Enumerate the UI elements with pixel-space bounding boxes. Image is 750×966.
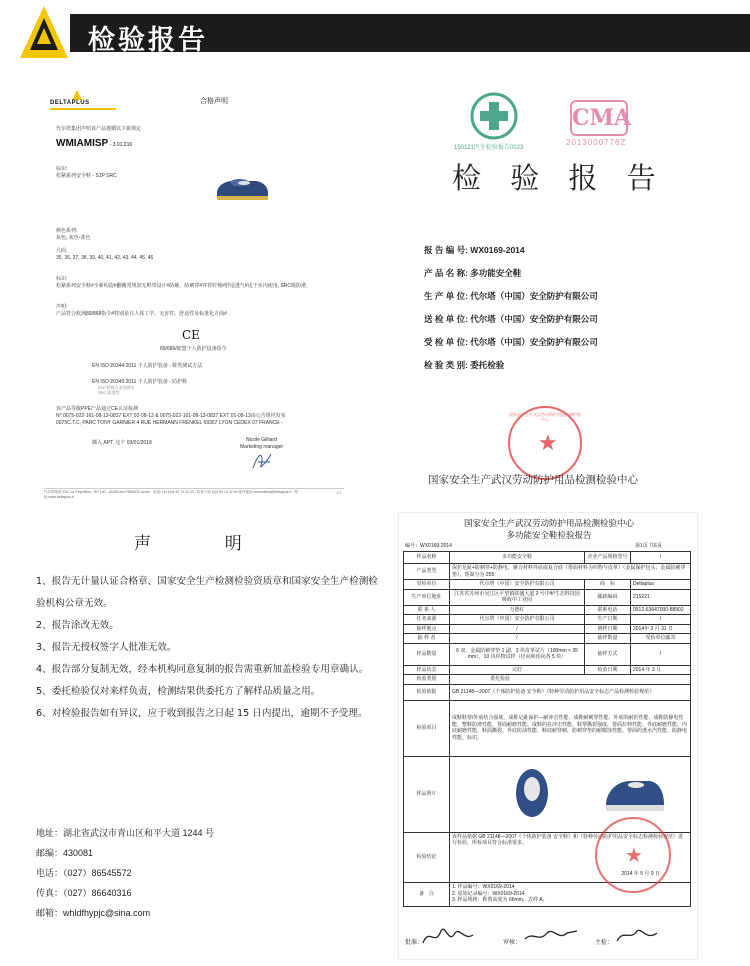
label-value: 松紧系列安全鞋 - S1P SRC (56, 173, 117, 179)
notice-fax: 传真：（027）86640316 (36, 888, 132, 898)
note-line: 3. 样品规格：鞋帮高度为 66mm，式样 A。 (452, 897, 548, 904)
footer-divider (44, 488, 344, 489)
cma-number: 2013000776Z (566, 138, 627, 147)
ce-mark: CE (182, 328, 200, 342)
standard-2-sub1: S1P 特殊点类别要求 (98, 385, 135, 390)
green-seal-text: 150121医生检验报告0023 (454, 145, 524, 151)
notice-item: 4、报告部分复制无效，经本机构同意复制的报告需重新加盖检验专用章确认。 (36, 664, 369, 675)
report-red-stamp (595, 817, 671, 893)
triangle-icon (72, 90, 82, 100)
banner-title: 检验报告 (88, 25, 208, 56)
compliance-title: 声明: (56, 304, 68, 310)
cert-line-1: 该产品等级PPE产品通过CE认证检测 (56, 406, 138, 412)
conclusion-date: 2014 年 5 月 9 日 (621, 871, 660, 877)
approve-label: 批准： (405, 940, 424, 946)
compliance-value: 产品符合欧洲89/868指令#特别是在人体工学、无害性、舒适性及标准化方面# (56, 311, 227, 317)
report-cover (398, 76, 728, 496)
declaration-heading: 合格声明 (200, 98, 228, 105)
signature-check (613, 923, 663, 949)
notice-contact (36, 823, 214, 923)
cma-mark: CMA (570, 100, 628, 136)
notice-item: 6、对检验报告如有异议，应于收到报告之日起 15 日内提出，逾期不予受理。 (36, 708, 368, 719)
declaration-page: 1/1 (336, 490, 342, 495)
model-name: WMIAMISP - 3.01.216 (56, 138, 133, 149)
color-title: 颜色系列: (56, 228, 78, 234)
inspection-report-page (398, 512, 698, 960)
shoe-photo-top (502, 765, 562, 821)
label-title: 标识: (56, 166, 68, 172)
star-icon: ★ (538, 430, 558, 455)
place-date: 插入 APT, 这个 03/01/2018 (92, 440, 152, 446)
size-title: 尺码: (56, 248, 68, 254)
report-table: 样品名称 多功能安全鞋 企业产品规格型号 / 产品类型 保护足趾+防刺穿+防静电、聚合材料外底或复合底（帮面材料为织物与皮革）（金属保护包头；金属防刺穿垫），帮面分为 255 受检单位 代尔塔（中国）安全防护有限公司 商 标 Deltaplus 生产单位地址 江苏省苏州市吴江区平望镇联盛大道 2 号中鲈生态科技园吸收中工业园 邮政编码 215221 联 系 人 万德红 联系电话 0512-63647000-88902 任务来源 代尔塔（中国）安全防护有限公司 生产日期 / 抽样地点 / 到样日期 2014年 3 月 31 日 抽 样 者 / 抽样数量 受检单位邮寄 样品数量 6 双、金属防刺穿垫 1 副、3 块皮革试片（100mm × 35 mm）、10 块织物试样（径向和纬向各 5 块） 抽样方式 / 样品状态 完好 检验日期 2014 年 3 月 检验类别 委托检验 检验依据 GB 21148—2007《个体防护装备 安全鞋》《特种劳动防护用品安全标志产品检测检验规范》 检验项目 成鞋鞋帮/外底结合强度、成鞋足趾保护—耐冲击性能、成鞋耐刺穿性能、外底的耐折性能、成鞋防静电性能、整鞋防滑性能、帮面耐磨性能、成鞋的抗冲击性能、鞋帮撕裂强度、帮面拉伸性能、外底耐磨性能、内底耐磨性能、鞋面撕裂、外底防油性能、鞋底耐穿刺、防刺穿垫的耐腐蚀性能、帮面的透水汽性能、防静电性能、标识。 样品照片 检验结论 该样品依据 GB 21148—2007《个体防护装备 安全鞋》和《特种劳动防护用品安全标志检测检验规范》进行检验，所检项目符合标准要求。 2014 年 5 月 9 日 备 注 1. 样品编号：WX0169-2014 2. 原始记录编号：WX0169-2014 3. 样品规格：鞋帮高度为 66mm，式样 A。 (403, 551, 691, 907)
size-value: 35, 36, 37, 38, 39, 40, 41, 42, 43, 44, 45, 46 (56, 255, 154, 261)
report-page: 第1页 共6页 (635, 543, 662, 549)
report-number: 编号：WX0169-2014 (405, 543, 452, 549)
report-title-1: 国家安全生产武汉劳动防护用品检测检验中心 (463, 518, 634, 528)
note-line: 2. 原始记录编号：WX0169-2014 (452, 890, 525, 897)
cover-field-product: 产 品 名 称: 多功能安全鞋 (424, 268, 522, 278)
declaration-document (36, 76, 352, 506)
cover-fields (424, 244, 724, 382)
declaration-footer: 代尔塔集团 ZAC La Peyrolière - BP 140 - 84405 Apt FRANCE cedex - 电话:+33 (0)4 90 74 20 33 - 传真:+33 (0)4 90 74 32 59 邮件地址:information@deltaplus.fr - 网址:www.deltaplus.fr (44, 490, 299, 499)
header-banner (0, 0, 750, 65)
standard-2: EN ISO 20345:2011 个人防护装备 - 防护鞋 (92, 379, 188, 385)
note-line: 1. 样品编号：WX0169-2014 (452, 884, 515, 891)
notice-phone: 电话：（027）86545572 (36, 868, 132, 878)
cover-title: 检 验 报 告 (452, 161, 666, 195)
signature-review (521, 923, 581, 949)
color-value: 灰色, 灰色-蓝色 (56, 235, 91, 241)
shoe-image (214, 172, 270, 202)
center-name: 国家安全生产武汉劳动防护用品检测检验中心 (428, 474, 638, 486)
feature-title: 标识: (56, 276, 68, 282)
notice-address: 地址：湖北省武汉市青山区和平大道 1244 号 (36, 828, 215, 838)
feature-value: 松紧系列安全鞋#全新构造#翻覆常规款无鞋带设计#防砸、防刺穿#穿着轻便#舒适透气#适于室内使用, SRC级防滑。 (56, 283, 312, 289)
conclusion-text: 该样品依据 GB 21148—2007《个体防护装备 安全鞋》和《特种劳动防护用品安全标志检测检验规范》进行检验，所检项目符合标准要求。 (452, 833, 684, 846)
cover-field-category: 检 验 类 别: 委托检验 (424, 360, 505, 370)
star-icon: ★ (625, 845, 643, 867)
notice-title: 声 明 (134, 534, 246, 553)
standard-2-sub2: SRC 防滑性 (98, 390, 120, 395)
directive: 89/686/欧盟个人防护设备指令 (160, 346, 227, 352)
check-label: 主检： (595, 940, 614, 946)
notice-item: 3、报告无授权签字人批准无效。 (36, 642, 177, 653)
cert-line-3: 0075C.T.C, PARC TONY GARNIER 4 RUE HERMANN FRENKEL 69367 LYON CEDEX 07 FRANCE - (56, 420, 283, 426)
notice-item: 5、委托检验仅对来样负责，检测结果供委托方了解样品质量之用。 (36, 686, 321, 697)
red-stamp-text: 国家安全生产武汉劳动防护用品检测检验中心 (509, 412, 581, 422)
notice-item: 1、报告无计量认证合格章、国家安全生产检测检验资质章和国家安全生产检测检验机构公章无效。 (36, 576, 378, 609)
cover-field-sender: 送 检 单 位: 代尔塔（中国）安全防护有限公司 (424, 314, 598, 324)
signer-name: Nicole Gilliard (246, 437, 277, 443)
signer-title: Marketing manager (240, 444, 284, 450)
notice-document (22, 515, 394, 955)
signature-image (250, 450, 274, 472)
sample-photos (450, 756, 691, 832)
red-stamp (508, 406, 582, 480)
report-title-2: 多功能安全鞋检验报告 (506, 530, 592, 540)
review-label: 审核： (503, 940, 522, 946)
cert-line-2: N° 0075-022-161-08-13-0837 EXT 02-08-13 & 0075-022-161-08-13-0837 EXT 01-08-13由公告组织发布 (56, 413, 286, 419)
declaration-intro: 代尔塔集团声明该产品遵循以下新规定 (56, 126, 142, 132)
notice-postcode: 邮编：430081 (36, 848, 94, 858)
cover-field-report-no: 报 告 编 号: WX0169-2014 (424, 245, 525, 255)
signature-approve (419, 921, 479, 951)
shoe-photo-side (600, 765, 670, 821)
deltaplus-logo: DELTAPLUS (50, 90, 116, 110)
green-seal-icon (456, 86, 532, 150)
delta-logo-icon (18, 4, 70, 60)
notice-items (36, 571, 380, 725)
standard-1: EN ISO 20344:2011 个人防护装备 - 鞋类测试方法 (92, 363, 203, 369)
cover-field-producer: 生 产 单 位: 代尔塔（中国）安全防护有限公司 (424, 291, 598, 301)
notice-item: 2、报告涂改无效。 (36, 620, 119, 631)
cover-field-inspected: 受 检 单 位: 代尔塔（中国）安全防护有限公司 (424, 337, 598, 347)
notice-email: 邮箱：whldfhypjc@sina.com (36, 908, 151, 918)
